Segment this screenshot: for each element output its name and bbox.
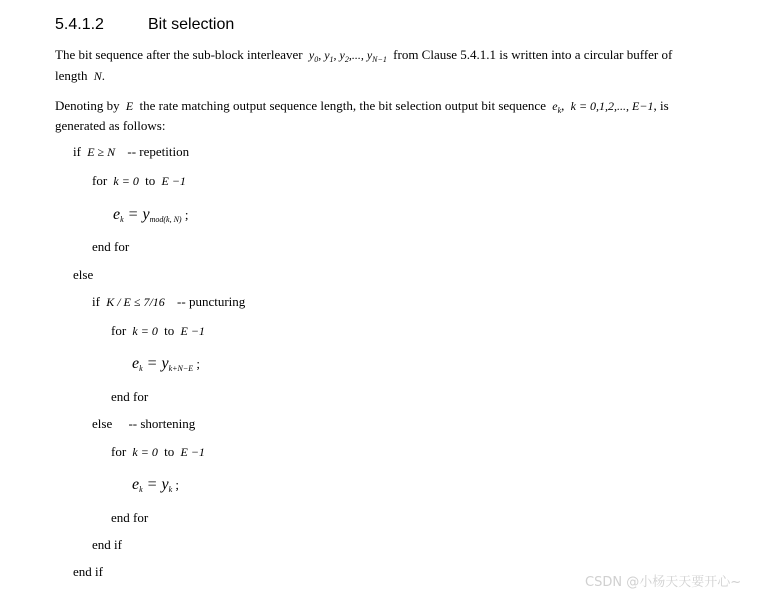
para2-line2: generated as follows:: [55, 118, 166, 133]
formula-puncturing: $e_k = y_{k+N-E}$ ;: [132, 355, 201, 373]
para2-line1: Denoting by E the rate matching output sequence length, the bit selection output bit sequence $e_k$, k = 0,1,2,..., E−1, is: [55, 98, 669, 115]
algo-end-if-outer: end if: [73, 564, 103, 579]
algo-for-3: for k = 0 to E −1: [111, 444, 205, 459]
section-number: 5.4.1.2: [55, 16, 104, 33]
cond-ratio: K / E ≤ 7/16: [103, 295, 174, 309]
formula-repetition: $e_k = y_{mod(k, N)}$ ;: [113, 206, 189, 224]
algo-for-1: for k = 0 to E −1: [92, 173, 186, 188]
cond-e-ge-n: E ≥ N: [84, 145, 125, 159]
algo-if-repetition: if E ≥ N -- repetition: [73, 144, 190, 159]
n-symbol: N: [90, 69, 102, 83]
sequence-y-formula: $y_0$, $y_1$, $y_2$,..., $y_{N-1}$: [305, 48, 387, 64]
section-title: Bit selection: [148, 16, 235, 33]
para1-line1: The bit sequence after the sub-block interleaver $y_0$, $y_1$, $y_2$,..., $y_{N-1}$ from Clause 5.4.1.1 is written into a circular buffer of: [55, 47, 673, 64]
algo-end-for-2: end for: [111, 389, 149, 404]
algo-for-2: for k = 0 to E −1: [111, 323, 205, 338]
para1-line2: length N.: [55, 68, 106, 83]
e-symbol: E: [122, 99, 137, 113]
ek-formula: $e_k$: [549, 99, 562, 115]
algo-end-if-inner: end if: [92, 537, 122, 552]
algo-end-for-3: end for: [111, 510, 149, 525]
algo-if-puncturing: if K / E ≤ 7/16 -- puncturing: [92, 294, 246, 309]
algo-end-for-1: end for: [92, 239, 130, 254]
watermark: CSDN @小杨天天要开心~: [585, 575, 742, 590]
formula-shortening: $e_k = y_k$ ;: [132, 476, 180, 494]
algo-else-shortening: else -- shortening: [92, 416, 196, 431]
algo-else-1: else: [73, 267, 94, 282]
k-range-formula: k = 0,1,2,..., E−1: [567, 99, 654, 113]
